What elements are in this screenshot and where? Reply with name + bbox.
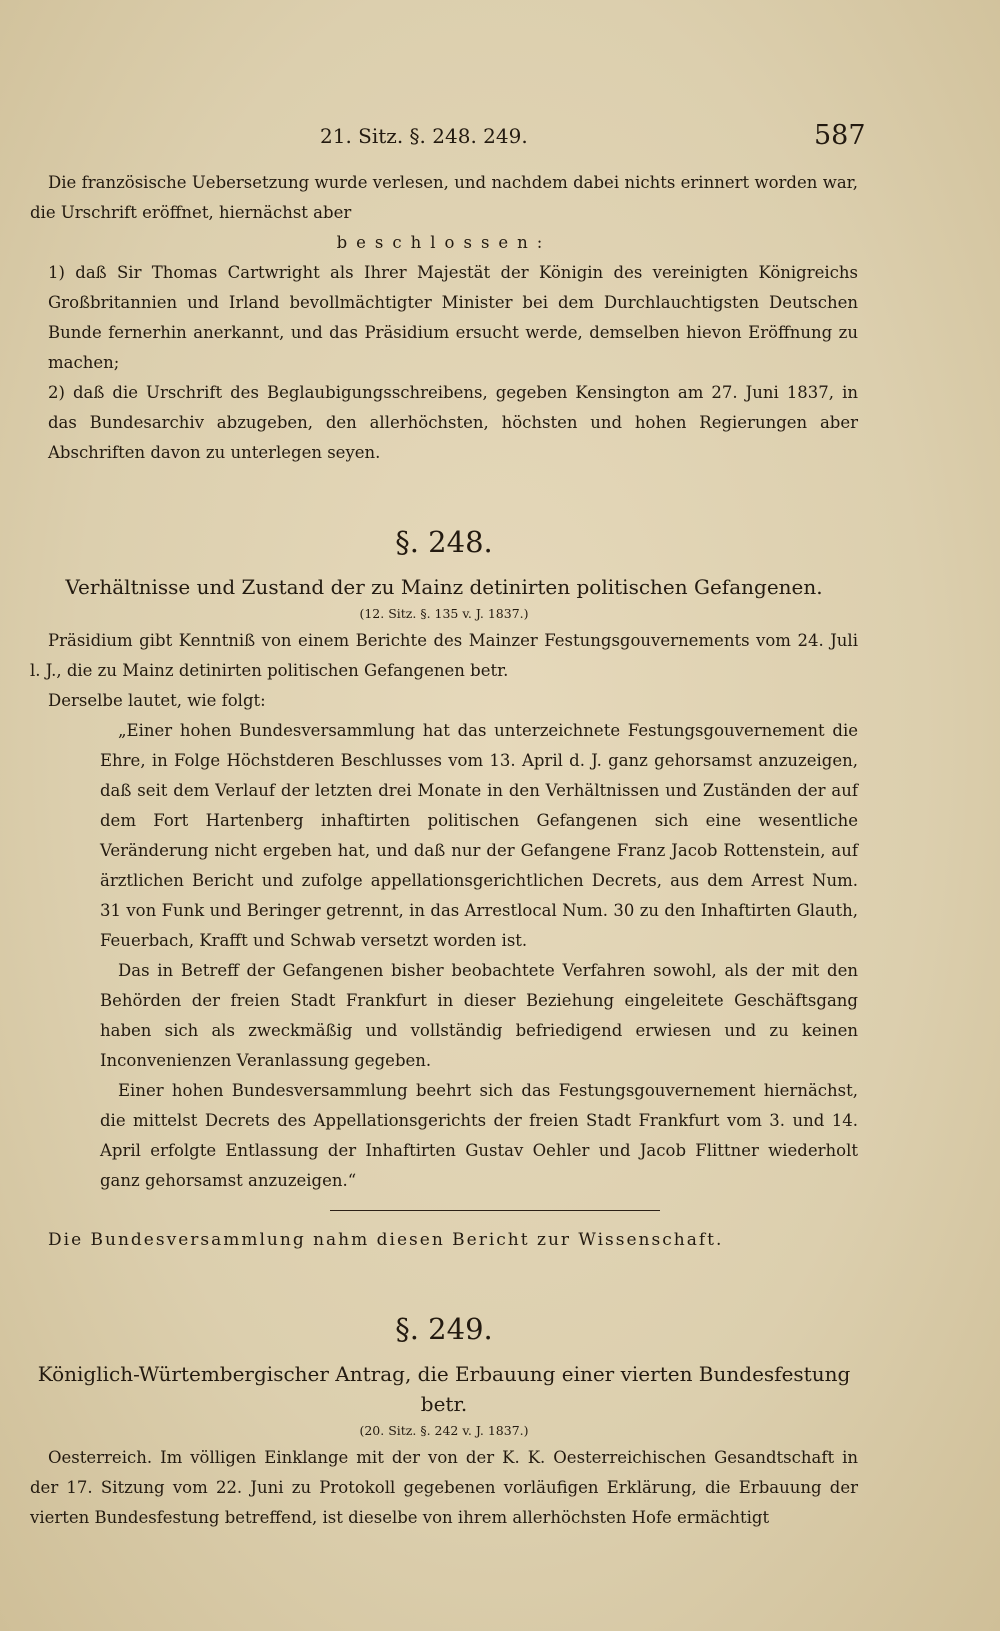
section-249-paragraph-1: Oesterreich. Im völligen Einklange mit der von der K. K. Oesterreichischen Gesandtschaft in der 17. Sitzung vom 22. Juni zu Protokoll gegebenen vorläufigen Erklärung, die Erbauung der vierten Bundesfestung betreffend, ist dieselbe von ihrem allerhöchsten Hofe ermächtigt: [30, 1448, 858, 1527]
quoted-report-paragraph-1: „Einer hohen Bundesversammlung hat das unterzeichnete Festungsgouvernement die Ehre, in Folge Höchstderen Beschlusses vom 13. April d. J. ganz gehorsamst anzuzeigen, daß seit dem Verlauf der letzten drei Monate in den Verhältnissen und Zuständen der auf dem Fort Hartenberg inhaftirten politischen Gefangenen sich eine wesentliche Veränderung nicht ergeben hat, und daß nur der Gefangene Franz Jacob Rottenstein, auf ärztlichen Bericht und zufolge appellationsgerichtlichen Decrets, aus dem Arrest Num. 31 von Funk und Beringer getrennt, in das Arrestlocal Num. 30 zu den Inhaftirten Glauth, Feuerbach, Krafft und Schwab versetzt worden ist.: [100, 721, 858, 950]
section-248-paragraph-2: Derselbe lautet, wie folgt:: [48, 691, 266, 710]
section-249-reference: (20. Sitz. §. 242 v. J. 1837.): [359, 1423, 529, 1438]
page-content: [30, 168, 858, 1533]
quoted-report-paragraph-2: Das in Betreff der Gefangenen bisher beobachtete Verfahren sowohl, als der mit den Behörden der freien Stadt Frankfurt in dieser Beziehung eingeleitete Geschäftsgang haben sich als zweckmäßig und vollständig befriedigend erwiesen und zu keinen Inconvenienzen Veranlassung gegeben.: [100, 961, 858, 1070]
resolution-heading: beschlossen:: [336, 233, 552, 252]
intro-paragraph: Die französische Uebersetzung wurde verlesen, und nachdem dabei nichts erinnert worden war, die Urschrift eröffnet, hiernächst aber: [30, 173, 858, 222]
page-number: 587: [814, 120, 866, 151]
resolution-item-1: 1) daß Sir Thomas Cartwright als Ihrer Majestät der Königin des vereinigten Königreichs Großbritannien und Irland bevollmächtigter Minister bei dem Durchlauchtigsten Deutschen Bunde fernerhin anerkannt, und das Präsidium ersucht werde, demselben hievon Eröffnung zu machen;: [48, 263, 858, 372]
section-249-number: §. 249.: [395, 1312, 493, 1346]
section-248-number: §. 248.: [395, 525, 493, 559]
quoted-report-paragraph-3: Einer hohen Bundesversammlung beehrt sich das Festungsgouvernement hiernächst, die mittelst Decrets des Appellationsgerichts der freien Stadt Frankfurt vom 3. und 14. April erfolgte Entlassung der Inhaftirten Gustav Oehler und Jacob Flittner wiederholt ganz gehorsamst anzuzeigen.“: [100, 1081, 858, 1190]
section-248-paragraph-1: Präsidium gibt Kenntniß von einem Berichte des Mainzer Festungsgouvernements vom 24. Juli l. J., die zu Mainz detinirten politischen Gefangenen betr.: [30, 631, 858, 680]
section-248-conclusion: Die Bundesversammlung nahm diesen Bericht zur Wissenschaft.: [48, 1230, 724, 1250]
running-head: 21. Sitz. §. 248. 249.: [320, 124, 528, 148]
section-248-reference: (12. Sitz. §. 135 v. J. 1837.): [359, 606, 529, 621]
separator-rule: [330, 1210, 660, 1211]
section-248-title: Verhältnisse und Zustand der zu Mainz detinirten politischen Gefangenen.: [65, 575, 823, 599]
section-249-title: Königlich-Würtembergischer Antrag, die Erbauung einer vierten Bundesfestung betr.: [37, 1362, 851, 1416]
page-header: [0, 120, 1000, 160]
resolution-item-2: 2) daß die Urschrift des Beglaubigungsschreibens, gegeben Kensington am 27. Juni 1837, in das Bundesarchiv abzugeben, den allerhöchsten, höchsten und hohen Regierungen aber Abschriften davon zu unterlegen seyen.: [48, 383, 858, 462]
